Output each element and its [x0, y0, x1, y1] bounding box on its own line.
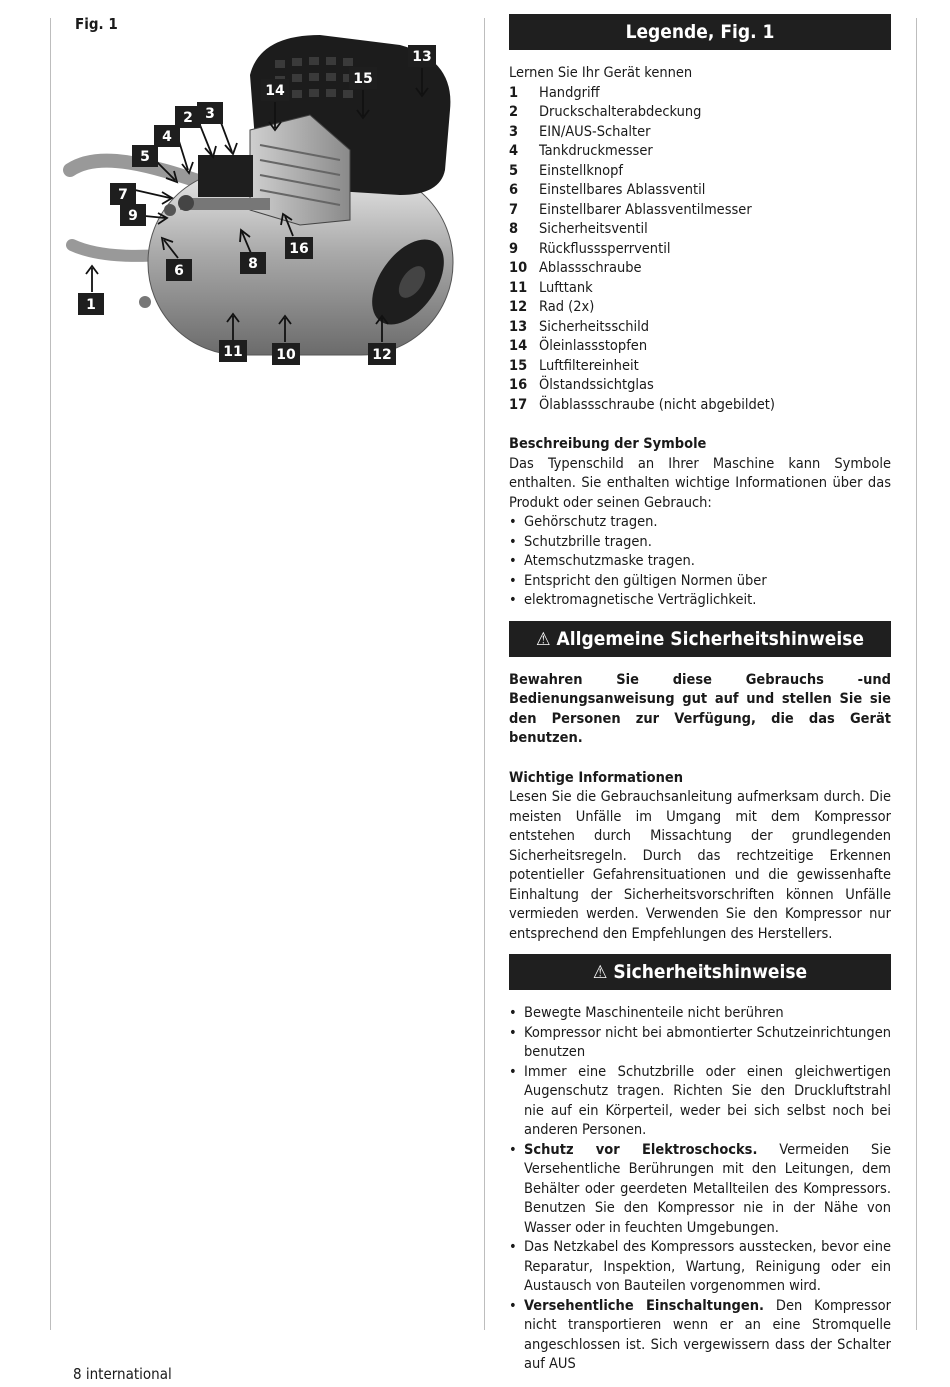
legend-item-text: Rückflusssperrventil [539, 240, 671, 257]
legend-item-text: Einstellknopf [539, 162, 623, 179]
legend-item-number: 7 [509, 201, 519, 218]
legend-item [509, 396, 891, 416]
safety-item [509, 1297, 891, 1375]
legend-item-number: 8 [509, 221, 519, 237]
legend-item-number: 6 [509, 182, 519, 198]
legend-item-text: Tankdruckmesser [539, 143, 653, 159]
legend-item-text: Handgriff [539, 84, 600, 101]
legend-item [509, 84, 891, 104]
callout-7-label: 7 [118, 187, 128, 203]
legend-list [509, 84, 891, 416]
safety-bar [509, 954, 891, 990]
legend-item [509, 298, 891, 318]
legend-item-number: 1 [509, 84, 519, 101]
safety-item [509, 1238, 891, 1297]
legend-item-text: Ölstandssichtglas [539, 377, 654, 393]
info-text: Lesen Sie die Gebrauchsanleitung aufmerksam durch. Die meisten Unfälle im Umgang mit dem Kompressor entstehen durch Missachtung der grundlegenden Sicherheitsregeln. Durch das rechtzeitige Erkennen potentieller Gefahrensituationen und die gewissenhafte Einhaltung der Sicherheitsvorschriften können Unfälle vermieden werden. Verwenden Sie den Kompressor nur entsprechend den Empfehlungen des Herstellers. [509, 789, 891, 942]
legend-item-number: 11 [509, 279, 528, 296]
legend-item [509, 142, 891, 162]
callout-8-label: 8 [248, 256, 258, 272]
legend-item-number: 12 [509, 299, 528, 315]
legend-item-text: Öleinlassstopfen [539, 338, 648, 354]
legend-item [509, 318, 891, 338]
callout-6-label: 6 [174, 263, 184, 279]
warning-triangle-icon: ⚠ [592, 962, 608, 983]
legend-item-number: 10 [509, 260, 528, 276]
legend-item-text: Sicherheitsschild [539, 318, 650, 335]
general-safety-bar [509, 621, 891, 657]
safety-title: Sicherheitshinweise [613, 961, 808, 983]
symbols-heading: Beschreibung der Symbole [509, 436, 707, 452]
callout-16-label: 16 [289, 241, 309, 257]
safety-item [509, 1141, 891, 1239]
legend-item-number: 15 [509, 357, 528, 374]
callout-1-label: 1 [86, 297, 96, 313]
legend-item-number: 5 [509, 162, 519, 179]
legend-item [509, 337, 891, 357]
legend-item [509, 357, 891, 377]
center-rule [484, 18, 485, 1330]
symbol-item: • elektromagnetische Verträglichkeit. [509, 591, 891, 611]
callout-11-label: 11 [223, 344, 243, 360]
legend-item-text: Rad (2x) [539, 299, 595, 315]
legend-item [509, 103, 891, 123]
symbol-item: • Schutzbrille tragen. [509, 533, 891, 553]
legend-item [509, 259, 891, 279]
figure-label: Fig. 1 [75, 15, 118, 33]
legend-item-text: Ablassschraube [539, 260, 642, 276]
safety-item-text: Kompressor nicht bei abmontierter Schutzeinrichtungen benutzen [524, 1024, 891, 1060]
legend-item-text: Luftfiltereinheit [539, 357, 639, 374]
left-rule [50, 18, 51, 1330]
symbol-item: • Entspricht den gültigen Normen über [509, 572, 891, 592]
safety-item [509, 1004, 891, 1024]
callout-5-label: 5 [140, 149, 150, 165]
legend-title: Legende, Fig. 1 [509, 14, 891, 50]
legend-item [509, 279, 891, 299]
callout-12-label: 12 [372, 347, 392, 363]
legend-item-text: EIN/AUS-Schalter [539, 123, 651, 140]
safety-item-lead: Versehentliche Einschaltungen. [524, 1297, 764, 1314]
callout-14-label: 14 [265, 83, 285, 99]
legend-item [509, 181, 891, 201]
legend-item-number: 9 [509, 240, 519, 257]
symbols-text: Das Typenschild an Ihrer Maschine kann Symbole enthalten. Sie enthalten wichtige Informationen über das Produkt oder seinen Gebrauch: [509, 455, 891, 511]
legend-item [509, 201, 891, 221]
legend-item-text: Einstellbarer Ablassventilmesser [539, 201, 752, 218]
safety-item-text: Bewegte Maschinenteile nicht berühren [524, 1005, 784, 1021]
callout-13-label: 13 [412, 49, 432, 65]
callout-2-label: 2 [183, 110, 193, 126]
safety-item-text: Den Kompressor nicht transportieren wenn er an eine Stromquelle angeschlossen ist. Sich vergewissern dass der Schalter auf AUS [524, 1297, 891, 1372]
legend-item [509, 162, 891, 182]
legend-intro: Lernen Sie Ihr Gerät kennen [509, 65, 693, 81]
legend-item-text: Sicherheitsventil [539, 221, 648, 237]
legend-item [509, 123, 891, 143]
general-safety-title: Allgemeine Sicherheitshinweise [556, 627, 864, 650]
legend-item-number: 14 [509, 338, 528, 354]
callout-9-label: 9 [128, 208, 138, 224]
legend-item-number: 3 [509, 123, 519, 140]
legend-item-number: 2 [509, 104, 519, 120]
legend-item [509, 376, 891, 396]
page-footer: 8 international [73, 1365, 172, 1383]
right-column [509, 14, 891, 1375]
callout-10-label: 10 [276, 347, 296, 363]
compressor-figure [60, 20, 480, 380]
legend-item-number: 17 [509, 396, 528, 413]
legend-item-number: 13 [509, 318, 528, 335]
legend-item [509, 240, 891, 260]
callout-3-label: 3 [205, 106, 215, 122]
legend-item-number: 16 [509, 377, 528, 393]
safety-item [509, 1024, 891, 1063]
legend-item-text: Ölablassschraube (nicht abgebildet) [539, 396, 776, 413]
callout-15-label: 15 [353, 71, 373, 87]
symbol-item: • Atemschutzmaske tragen. [509, 552, 891, 572]
legend-item-text: Druckschalterabdeckung [539, 104, 702, 120]
symbol-item: • Gehörschutz tragen. [509, 513, 891, 533]
info-heading: Wichtige Informationen [509, 769, 684, 786]
general-safety-bold-text: Bewahren Sie diese Gebrauchs -und Bedienungsanweisung gut auf und stellen Sie sie den Personen zur Verfügung, die das Gerät benutzen. [509, 671, 891, 746]
symbols-list [509, 513, 891, 611]
pressure-switch-shape [198, 155, 253, 197]
legend-item [509, 220, 891, 240]
warning-triangle-icon: ⚠ [536, 628, 551, 650]
safety-item-text: Das Netzkabel des Kompressors ausstecken, bevor eine Reparatur, Inspektion, Wartung, Reinigung oder ein Austausch von Bauteilen vorgenommen wird. [524, 1239, 891, 1294]
callout-4-label: 4 [162, 129, 172, 145]
safety-item-lead: Schutz vor Elektroschocks. [524, 1141, 758, 1158]
legend-item-text: Lufttank [539, 279, 593, 296]
legend-item-text: Einstellbares Ablassventil [539, 182, 706, 198]
right-rule [916, 18, 917, 1330]
safety-item [509, 1063, 891, 1141]
legend-item-number: 4 [509, 143, 519, 159]
safety-item-text: Vermeiden Sie Versehentliche Berührungen mit den Leitungen, dem Behälter oder geerdeten Metallteilen des Kompressors. Benutzen Sie den Kompressor nie in der Nähe von Wasser oder in feuchten Umgebungen. [524, 1141, 891, 1236]
safety-list [509, 1004, 891, 1375]
safety-item-text: Immer eine Schutzbrille oder einen gleichwertigen Augenschutz tragen. Richten Sie den Druckluftstrahl nie auf ein Körperteil, weder bei sich selbst noch bei anderen Personen. [524, 1063, 891, 1138]
